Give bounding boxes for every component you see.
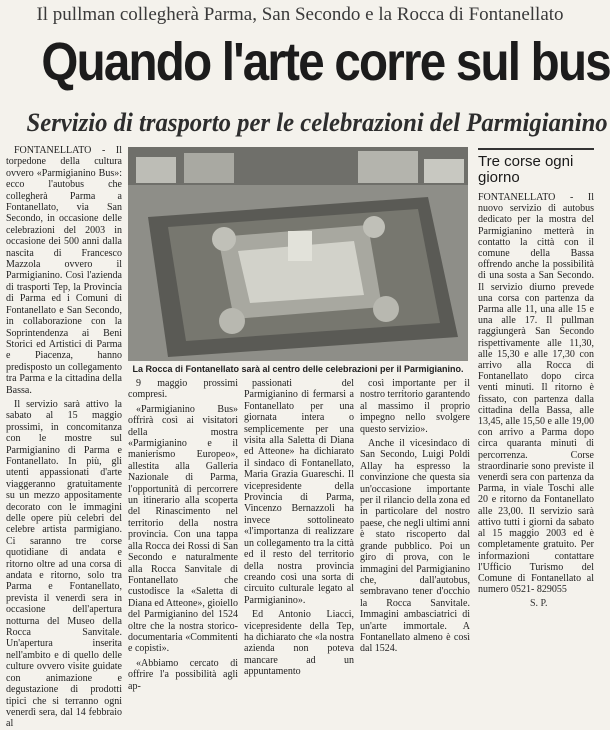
paragraph: Anche il vicesindaco di San Secondo, Luigi Poldi Allay ha espresso la convinzione che questa sia un'occasione importante per il rilancio della zona ed in particolare del nostro paese, che negli ultimi anni è stato riscoperto dal grande pubblico. Poi un giro di prova, con le immagini del Parmigianino che, dall'autobus, sembravano tener d'occhio la Rocca Sanvitale. Immagini ambasciatrici di un'arte immortale. A Fontanellato almeno è così dal 1524.: [360, 438, 470, 655]
sidebar-paragraph: FONTANELLATO - Il nuovo servizio di autobus dedicato per la mostra del Parmigianino metterà in contatto la città con il comune della Bassa offrendo anche la possibilità di una sosta a San Secondo. Il servizio diurno prevede una corsa con partenza da Parma alle 11, una alle 15 e una alle 17. Il pullman raggiungerà San Secondo rispettivamente alle 11,30, alle 15,30 e alle 17,30 con arrivo alla Rocca di Fontanellato dopo circa venti minuti. Il ritorno è fissato, con partenza dalla cittadina della Bassa, alle 13,45, alle 15,50 e alle 19,00 con arrivo a Parma dopo circa quaranta minuti di percorrenza. Corse straordinarie sono previste il venerdì sera con partenza da Parma, in viale Toschi alle 20 e ritorno da Fontanellato alle 23,00. Il servizio sarà attivo tutti i giorni da sabato al 15 maggio 2003 ed è completamente gratuito. Per informazioni contattare l'Ufficio Turismo del Comune di Fontanellato al numero 0521- 829055: [478, 192, 594, 596]
article-headline: Quando l'arte corre sul bus: [41, 32, 610, 92]
rocca-illustration: [128, 147, 468, 361]
paragraph: 9 maggio prossimi compresi.: [128, 378, 238, 401]
article-column-4: [360, 378, 470, 655]
article-column-2: [128, 378, 238, 692]
sidebar-box: [478, 148, 594, 614]
paragraph: così importante per il nostro territorio garantendo al massimo il proprio impegno nello svolgere questo servizio».: [360, 378, 470, 435]
paragraph: «Abbiamo cercato di offrire l'a possibilità agli ap-: [128, 657, 238, 692]
sidebar-rule: [478, 148, 594, 150]
photo-caption: La Rocca di Fontanellato sarà al centro delle celebrazioni per il Parmigianino.: [132, 364, 464, 374]
article-kicker: Il pullman collegherà Parma, San Secondo e la Rocca di Fontanellato: [36, 4, 564, 25]
sidebar-title: Tre corse ogni giorno: [478, 153, 574, 186]
paragraph: FONTANELLATO - Il torpedone della cultura ovvero «Parmigianino Bus»: ecco l'autobus che collegherà Parma a Fontanellato, via San Secondo, in occasione delle celebrazioni del 2003 in occasione dei 500 anni dalla nascita di Francesco Mazzola ovvero il Parmigianino. Così l'azienda di trasporti Tep, la Provincia di Parma ed i Comuni di Fontanellato e San Secondo, in collaborazione con la Soprintendenza ai Beni Storici ed Artistici di Parma e Piacenza, hanno predisposto un collegamento tra Parma e la cittadina della Bassa.: [6, 145, 122, 396]
sidebar-body: [478, 192, 594, 595]
article-column-1: [6, 145, 122, 730]
author-signature: S. P.: [530, 598, 548, 609]
paragraph: passionati del Parmigianino di fermarsi a Fontanellato per una giornata intera o semplicemente per una visita alla Saletta di Diana ed Atteone» ha dichiarato il sindaco di Fontanellato, Maria Grazia Guareschi. Il vicepresidente della Provincia di Parma, Vincenzo Bernazzoli ha invece sottolineato «l'importanza di realizzare un collegamento tra la città ed il resto del territorio della nostra provincia creando così una sorta di circuito culturale legato al Parmigianino».: [244, 378, 354, 606]
article-column-3: [244, 378, 354, 678]
rocca-photo: [128, 147, 468, 361]
paragraph: Il servizio sarà attivo la sabato al 15 maggio prossimi, in concomitanza con le mostre sul Parmigianino di Parma e Fontanellato. In più, gli utenti appassionati d'arte viaggeranno gratuitamente su un mezzo appositamente decorato con le immagini delle opere più celebri del celebre artista parmigiano. Ci saranno tre corse quotidiane di andata e ritorno oltre ad una corsa di andata e ritorno, solo tra Parma e Fontanellato, prevista il venerdì sera in occasione dell'apertura notturna del Museo della Rocca Sanvitale. Un'apertura inserita nell'ambito e di quello delle culture ovvero visite guidate con animazione e degustazione di prodotti tipici che si terranno ogni venerdì sera, dal 14 febbraio al: [6, 398, 122, 730]
paragraph: «Parmigianino Bus» offrirà così ai visitatori della mostra «Parmigianino e il manierismo Europeo», allestita alla Galleria Nazionale di Parma, l'opportunità di percorrere un itinerario alla scoperta del Rinascimento nel territorio della nostra provincia. Con una tappa alla Rocca dei Rossi di San Secondo e naturalmente alla Rocca Sanvitale di Fontanellato che custodisce la «Saletta di Diana ed Atteone», gioiello del Parmigianino del 1524 oltre che la nostra storico-documentaria «Commitenti e copisti».: [128, 403, 238, 655]
article-subheadline: Servizio di trasporto per le celebrazioni del Parmigianino: [26, 108, 608, 137]
paragraph: Ed Antonio Liacci, vicepresidente della Tep, ha dichiarato che «la nostra azienda non poteva mancare ad un appuntamento: [244, 609, 354, 678]
